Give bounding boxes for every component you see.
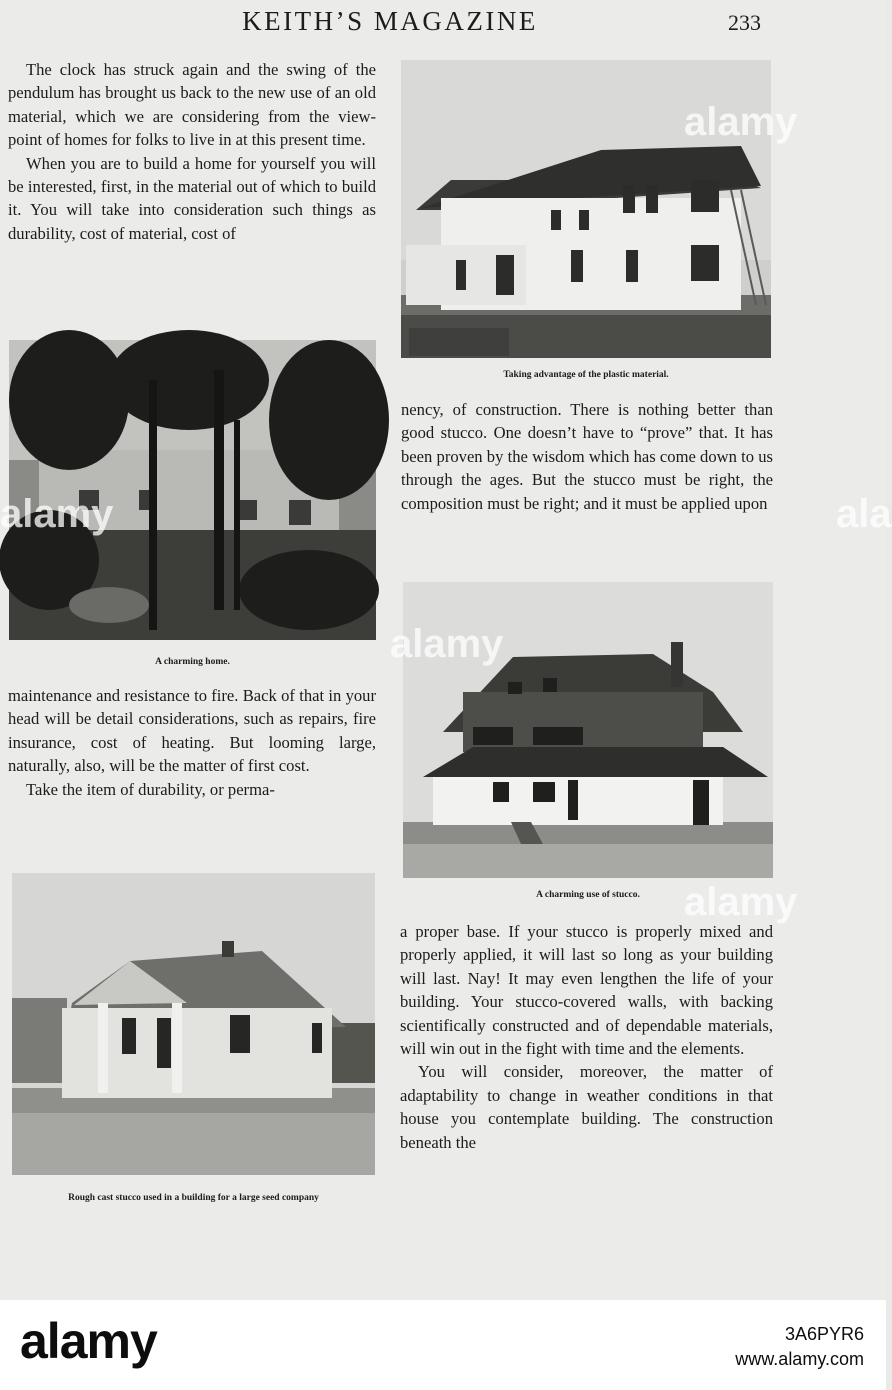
stock-image-info <box>735 1322 864 1372</box>
paragraph: When you are to build a home for yourself you will be interested, first, in the material out of which to build it. You will take into consideration such things as durability, cost of material, cost of <box>8 153 376 243</box>
watermark-logo: alamy <box>684 100 798 144</box>
watermark-logo: ala <box>836 492 892 536</box>
body-text-right-mid <box>401 398 773 515</box>
alamy-logo: alamy <box>20 1313 157 1369</box>
image-id: 3A6PYR6 <box>784 1324 864 1344</box>
paragraph: maintenance and resistance to fire. Back of that in your head will be detail considerations, such as repairs, fire insurance, cost of heating. But looming large, naturally, also, will be the matter of first cost. <box>8 686 376 776</box>
paragraph: The clock has struck again and the swing of the pendulum has brought us back to the new use of an old material, which we are considering from the view-point of homes for folks to live in at this present time. <box>8 60 376 150</box>
paragraph: You will consider, moreover, the matter of adaptability to change in weather conditions in that house you contemplate building. The construction beneath the <box>400 1062 773 1152</box>
photo-rough-cast-bungalow <box>12 873 375 1175</box>
page-number: 233 <box>728 10 761 35</box>
site-url: www.alamy.com <box>735 1349 864 1369</box>
paragraph: nency, of construction. There is nothing better than good stucco. One doesn’t have to “prove” that. It has been proven by the wisdom which has come down to us through the ages. But the stucco must be right, the composition must be right; and it must be applied upon <box>401 400 773 513</box>
figure-caption: Rough cast stucco used in a building for a large seed company <box>68 1193 319 1203</box>
paragraph: a proper base. If your stucco is properly mixed and properly applied, it will last so long as your building will last. Nay! It may even lengthen the life of your building. Your stucco-covered walls, with backing scientifically constructed and of dependable materials, will win out in the fight with time and the elements. <box>400 922 773 1059</box>
body-text-right-bottom <box>400 920 773 1154</box>
figure-caption: A charming use of stucco. <box>536 890 640 900</box>
watermark-logo: alamy <box>684 880 798 924</box>
figure-caption: Taking advantage of the plastic material. <box>503 370 669 380</box>
body-text-left-mid <box>8 684 376 801</box>
figure-caption: A charming home. <box>155 657 230 667</box>
paragraph: Take the item of durability, or perma- <box>26 779 275 799</box>
body-text-left-top <box>8 58 376 245</box>
photo-charming-home <box>9 340 376 640</box>
watermark-logo: alamy <box>390 622 504 666</box>
magazine-title: KEITH’S MAGAZINE <box>242 6 538 36</box>
watermark-logo: alamy <box>0 492 114 536</box>
